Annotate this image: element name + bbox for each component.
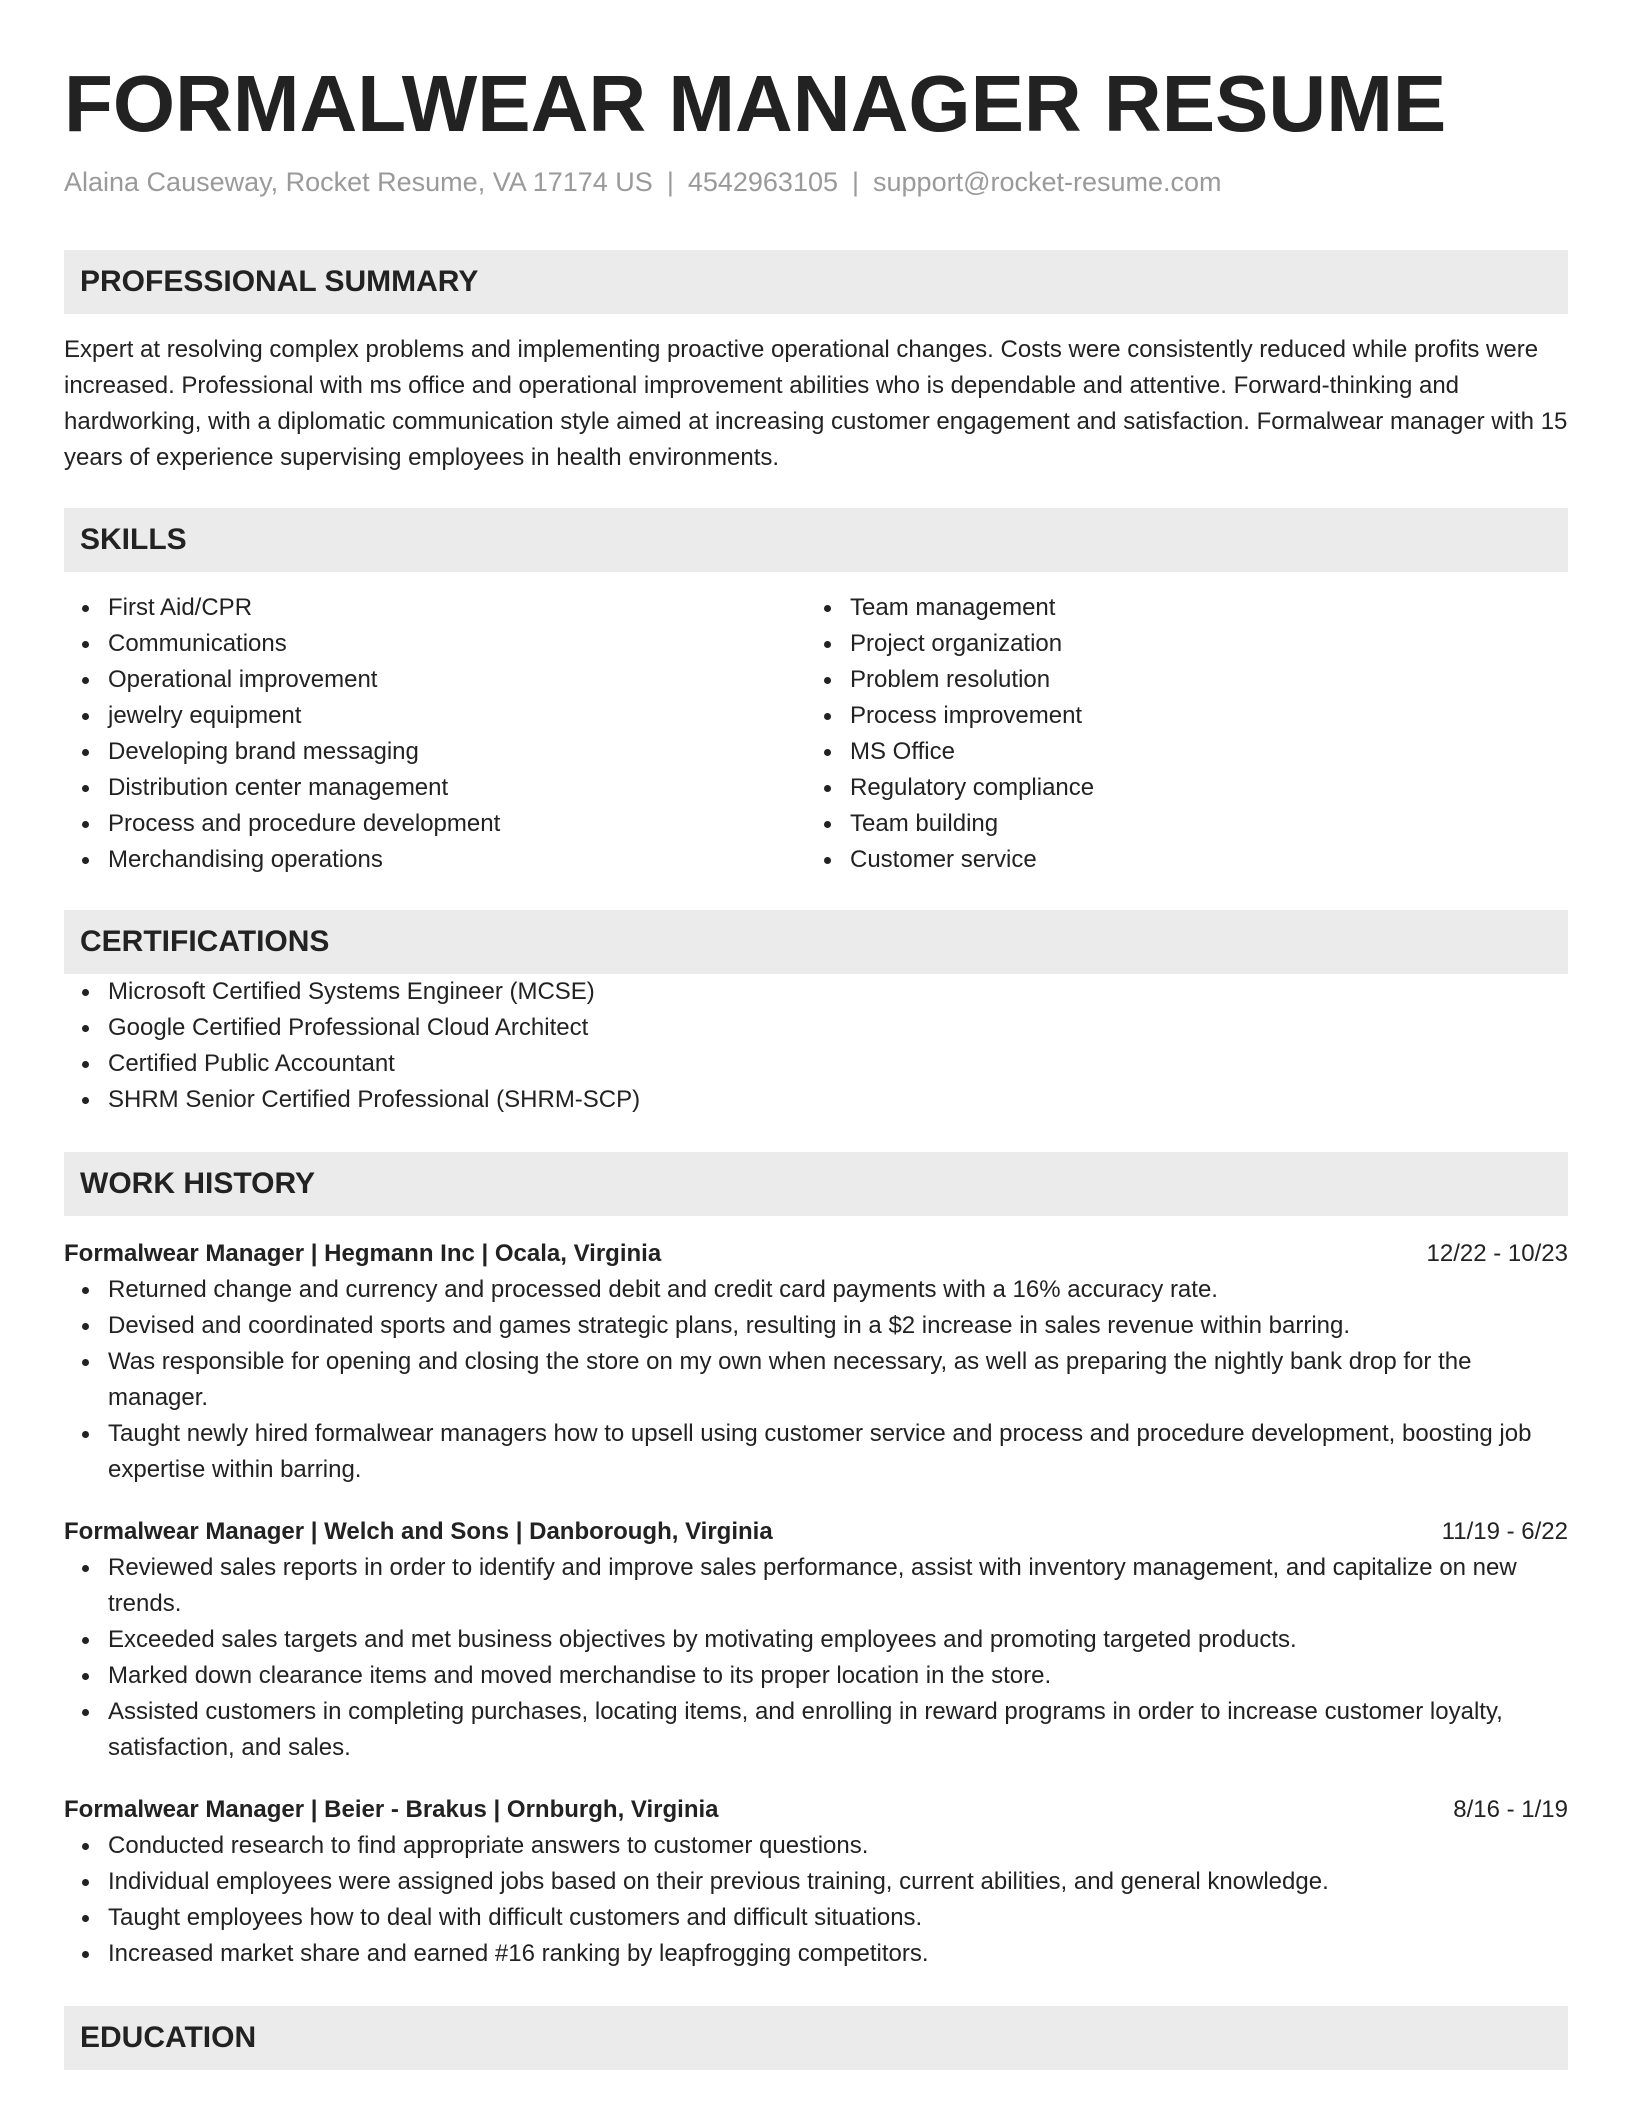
job-bullet: Exceeded sales targets and met business objectives by motivating employees and promoting targeted products. [108, 1622, 1568, 1658]
job-bullet: Was responsible for opening and closing the store on my own when necessary, as well as preparing the nightly bank drop for the manager. [108, 1344, 1568, 1416]
certifications-list [64, 974, 1568, 1118]
skill-item: Developing brand messaging [108, 734, 806, 770]
skill-item: Merchandising operations [108, 842, 806, 878]
certification-item: Microsoft Certified Systems Engineer (MCSE) [108, 974, 1568, 1010]
job-entry [64, 1792, 1568, 1972]
skills-heading: SKILLS [64, 508, 1568, 572]
contact-separator: | [666, 167, 674, 197]
job-entry [64, 1514, 1568, 1766]
job-bullet: Taught newly hired formalwear managers how to upsell using customer service and process and procedure development, boosting job expertise within barring. [108, 1416, 1568, 1488]
contact-address: Alaina Causeway, Rocket Resume, VA 17174 US [64, 167, 653, 197]
job-bullet: Returned change and currency and processed debit and credit card payments with a 16% accuracy rate. [108, 1272, 1568, 1308]
skill-item: Customer service [850, 842, 1548, 878]
job-title: Formalwear Manager | Hegmann Inc | Ocala, Virginia [64, 1240, 662, 1267]
job-header [64, 1236, 1568, 1272]
contact-line [64, 164, 1568, 200]
skill-item: jewelry equipment [108, 698, 806, 734]
job-bullet: Conducted research to find appropriate answers to customer questions. [108, 1828, 1568, 1864]
skill-item: Team management [850, 590, 1548, 626]
job-bullet: Increased market share and earned #16 ranking by leapfrogging competitors. [108, 1936, 1568, 1972]
job-title: Formalwear Manager | Welch and Sons | Danborough, Virginia [64, 1518, 773, 1545]
summary-text: Expert at resolving complex problems and implementing proactive operational changes. Costs were consistently reduced while profits were increased. Professional with ms office and operational improvement abilities who is dependable and attentive. Forward-thinking and hardworking, with a diplomatic communication style aimed at increasing customer engagement and satisfaction. Formalwear manager with 15 years of experience supervising employees in health environments. [64, 336, 1568, 471]
certification-item: SHRM Senior Certified Professional (SHRM-SCP) [108, 1082, 1568, 1118]
skills-column-right [806, 590, 1548, 878]
job-header [64, 1792, 1568, 1828]
skills-list-left [64, 590, 806, 878]
job-bullet: Assisted customers in completing purchases, locating items, and enrolling in reward programs in order to increase customer loyalty, satisfaction, and sales. [108, 1694, 1568, 1766]
certification-item: Google Certified Professional Cloud Architect [108, 1010, 1568, 1046]
summary-heading: PROFESSIONAL SUMMARY [64, 250, 1568, 314]
work-history-heading: WORK HISTORY [64, 1152, 1568, 1216]
skill-item: Communications [108, 626, 806, 662]
skill-item: Process and procedure development [108, 806, 806, 842]
certifications-heading: CERTIFICATIONS [64, 910, 1568, 974]
skill-item: MS Office [850, 734, 1548, 770]
skill-item: Problem resolution [850, 662, 1548, 698]
skills-column-left [64, 590, 806, 878]
skill-item: Project organization [850, 626, 1548, 662]
job-bullet: Devised and coordinated sports and games strategic plans, resulting in a $2 increase in sales revenue within barring. [108, 1308, 1568, 1344]
job-bullets [64, 1272, 1568, 1488]
job-bullets [64, 1550, 1568, 1766]
job-bullet: Reviewed sales reports in order to identify and improve sales performance, assist with inventory management, and capitalize on new trends. [108, 1550, 1568, 1622]
job-bullet: Individual employees were assigned jobs based on their previous training, current abilities, and general knowledge. [108, 1864, 1568, 1900]
resume-title: FORMALWEAR MANAGER RESUME [64, 59, 1447, 148]
job-dates: 11/19 - 6/22 [1441, 1518, 1568, 1545]
job-entry [64, 1236, 1568, 1488]
certification-item: Certified Public Accountant [108, 1046, 1568, 1082]
skill-item: Operational improvement [108, 662, 806, 698]
skills-grid [64, 590, 1568, 878]
job-dates: 8/16 - 1/19 [1453, 1796, 1568, 1823]
job-bullets [64, 1828, 1568, 1972]
skill-item: Process improvement [850, 698, 1548, 734]
contact-separator: | [852, 167, 860, 197]
skill-item: First Aid/CPR [108, 590, 806, 626]
skill-item: Team building [850, 806, 1548, 842]
skill-item: Regulatory compliance [850, 770, 1548, 806]
resume-page [64, 54, 1568, 2070]
job-header [64, 1514, 1568, 1550]
job-dates: 12/22 - 10/23 [1426, 1240, 1568, 1267]
job-title: Formalwear Manager | Beier - Brakus | Ornburgh, Virginia [64, 1796, 719, 1823]
contact-email: support@rocket-resume.com [873, 167, 1222, 197]
contact-phone: 4542963105 [687, 167, 838, 197]
education-heading: EDUCATION [64, 2006, 1568, 2070]
job-bullet: Taught employees how to deal with difficult customers and difficult situations. [108, 1900, 1568, 1936]
skills-list-right [806, 590, 1548, 878]
job-bullet: Marked down clearance items and moved merchandise to its proper location in the store. [108, 1658, 1568, 1694]
skill-item: Distribution center management [108, 770, 806, 806]
